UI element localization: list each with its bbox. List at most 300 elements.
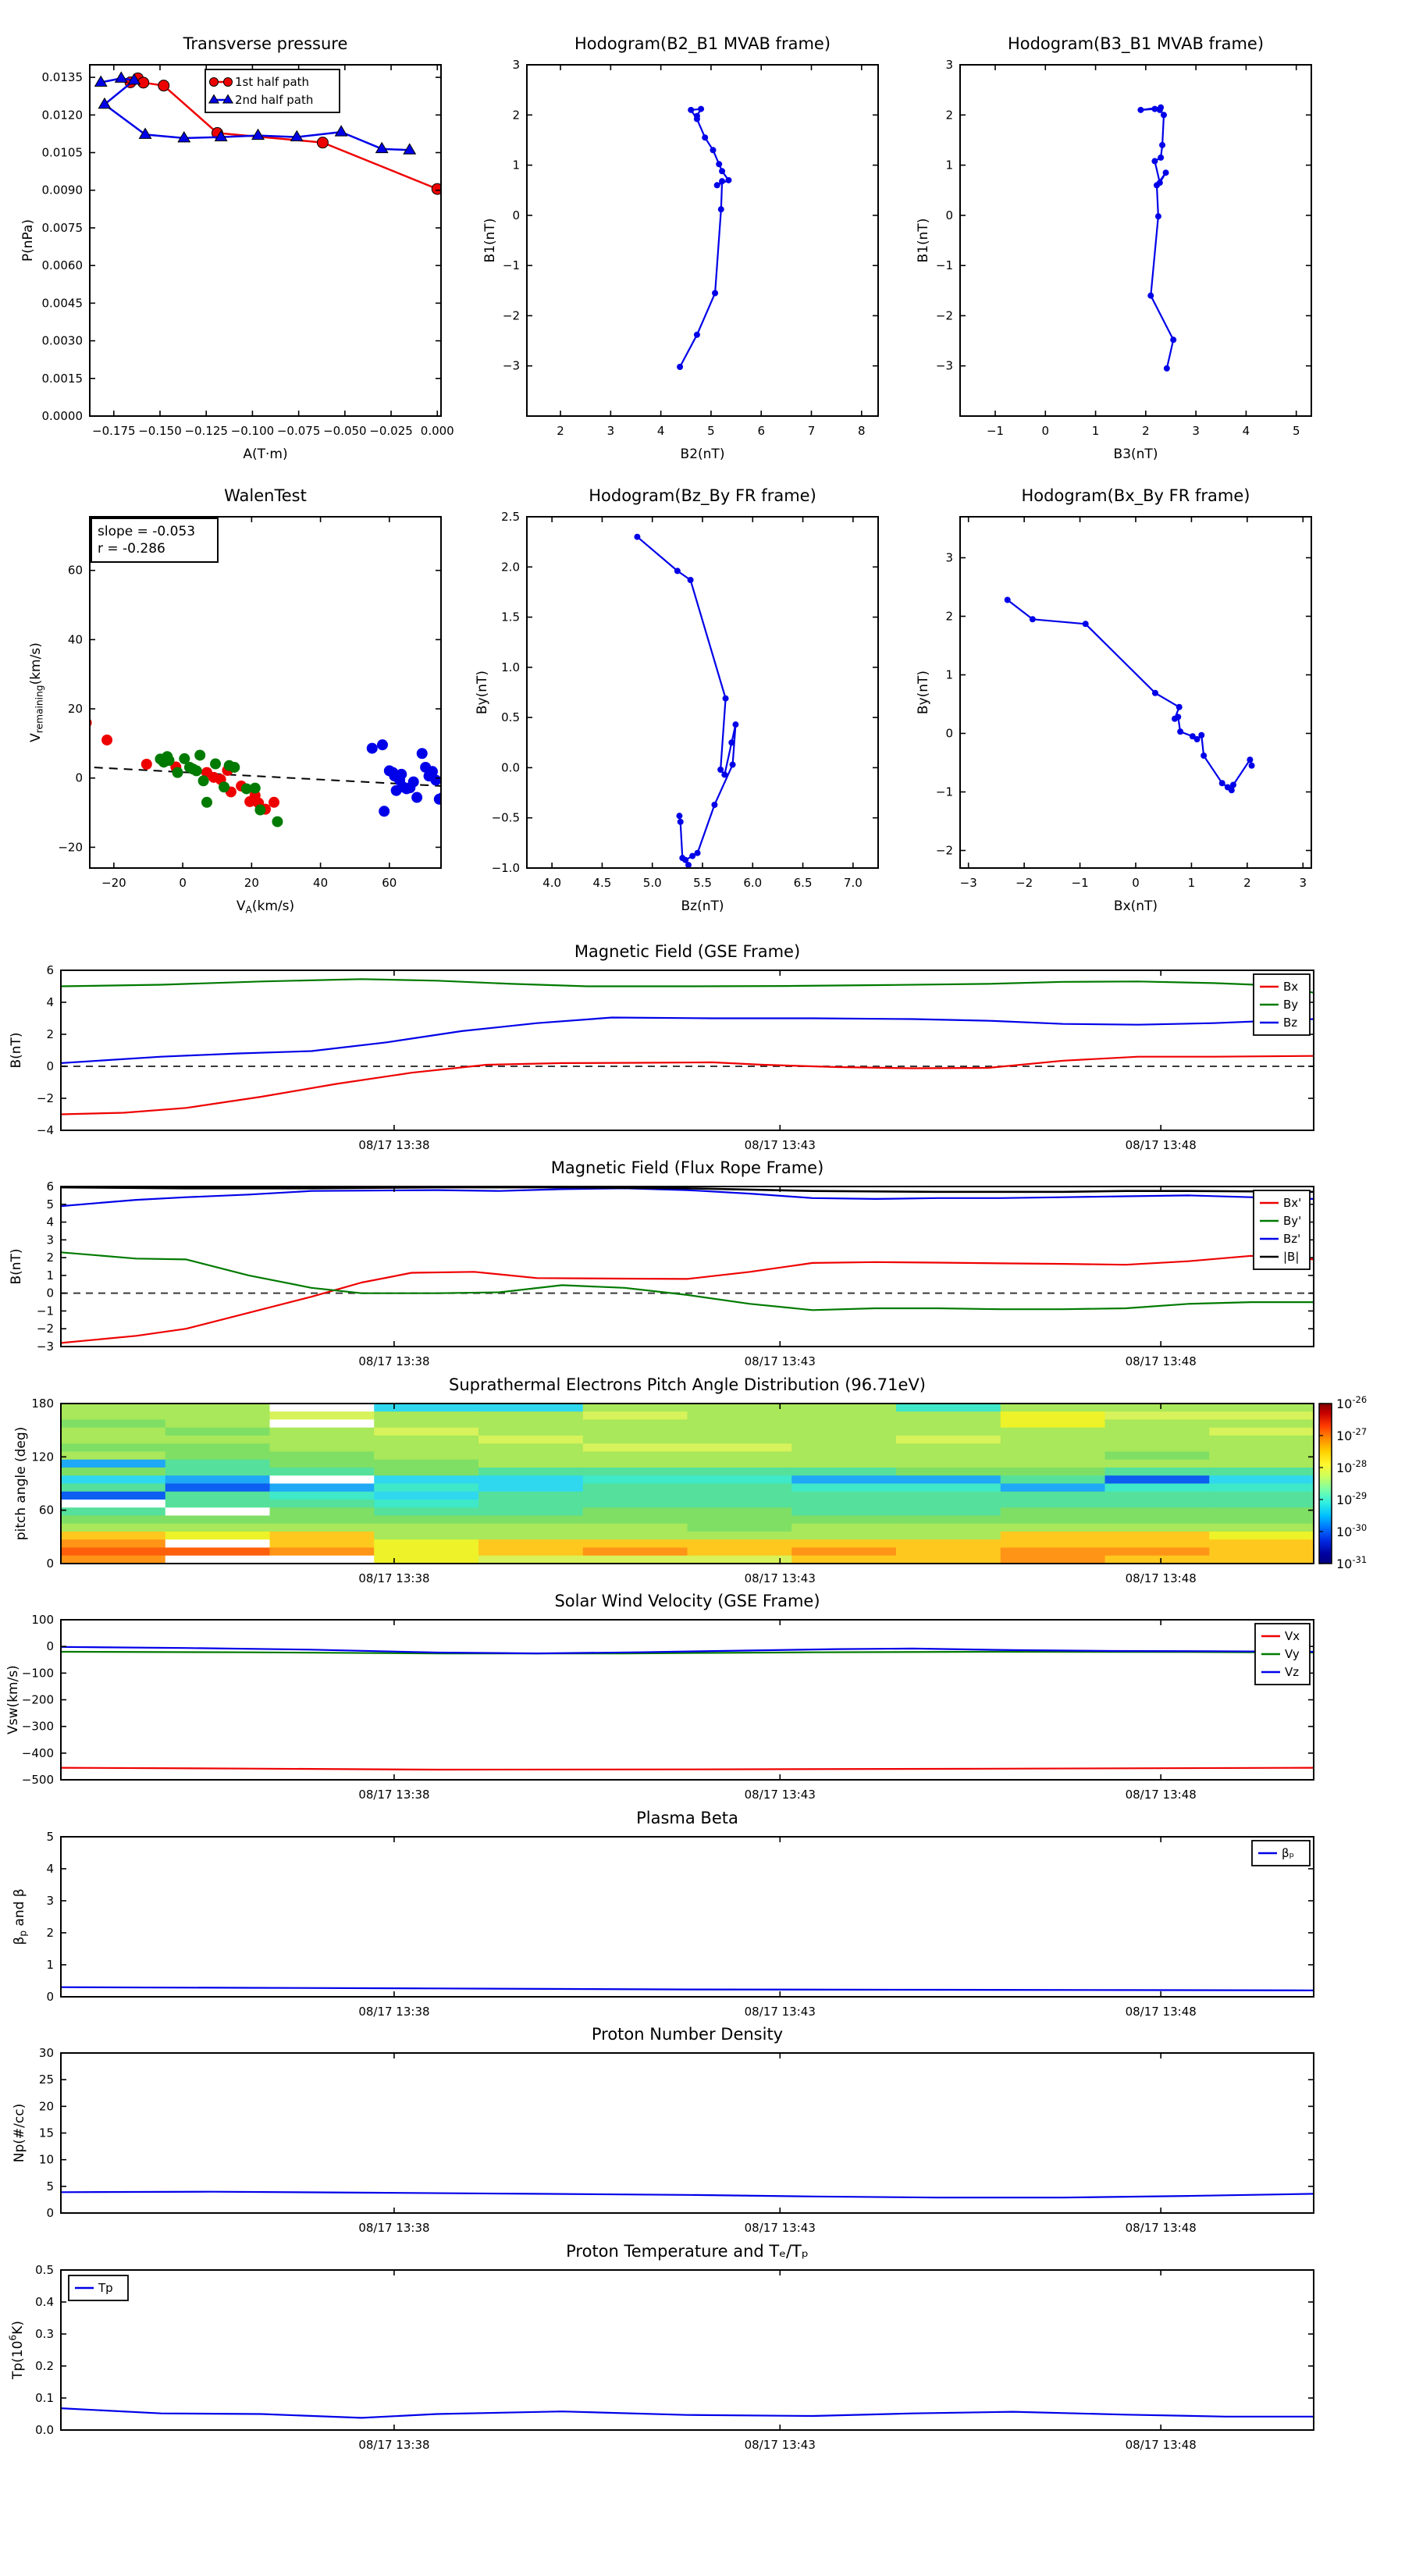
mag_gse-plot (9, 963, 1314, 1152)
heatmap-cell (374, 1484, 478, 1493)
heatmap-cell (270, 1556, 375, 1564)
data-point (139, 128, 151, 138)
panel-title-pad: Suprathermal Electrons Pitch Angle Distribution (96.71eV) (449, 1375, 926, 1394)
y-tick-label: 5 (46, 1830, 54, 1844)
heatmap-cell (270, 1475, 375, 1484)
heatmap-cell (374, 1404, 478, 1412)
heatmap-cell (583, 1468, 688, 1476)
heatmap-cell (270, 1468, 375, 1476)
x-tick-label: 5 (707, 424, 715, 438)
heatmap-cell (270, 1500, 375, 1508)
heatmap-cell (896, 1436, 1001, 1444)
heatmap-cell (270, 1460, 375, 1468)
data-point (1170, 336, 1176, 343)
data-point (689, 853, 695, 859)
x-tick-label: 6 (757, 424, 765, 438)
y-tick-label: 4 (46, 1215, 54, 1229)
hodogram_b2_b1-xlabel: B2(nT) (680, 447, 725, 462)
heatmap-cell (791, 1484, 896, 1493)
axes-frame (960, 65, 1311, 416)
heatmap-cell (896, 1548, 1001, 1557)
heatmap-cell (1209, 1507, 1314, 1516)
data-point (685, 862, 692, 868)
heatmap-cell (583, 1475, 688, 1484)
transverse_pressure-xlabel: A(T·m) (243, 447, 288, 462)
heatmap-cell (165, 1524, 270, 1532)
heatmap-cell (583, 1548, 688, 1557)
scatter-point (437, 792, 448, 803)
heatmap-cell (61, 1516, 165, 1525)
heatmap-cell (270, 1411, 375, 1420)
mag_fr-plot (9, 1179, 1314, 1368)
heatmap-cell (1105, 1524, 1210, 1532)
series-Bx' (61, 1256, 1314, 1343)
scatter-point (219, 781, 229, 792)
y-tick-label: −1 (502, 258, 520, 273)
heatmap-cell (165, 1452, 270, 1461)
heatmap-cell (1209, 1468, 1314, 1476)
heatmap-cell (1001, 1548, 1105, 1557)
walen_test-ylabel: $V_{remaining}(km/s)$ (28, 642, 45, 742)
y-tick-label: −3 (502, 358, 520, 373)
heatmap-cell (270, 1404, 375, 1412)
data-point (404, 144, 415, 154)
heatmap-cell (165, 1500, 270, 1508)
heatmap-cell (688, 1468, 792, 1476)
heatmap-cell (374, 1420, 478, 1429)
scatter-point (201, 797, 212, 808)
heatmap-cell (688, 1548, 792, 1557)
transverse_pressure-ylabel: P(nPa) (20, 219, 36, 262)
heatmap-cell (61, 1556, 165, 1564)
y-tick-label: 0 (46, 1557, 54, 1571)
axes-frame (960, 517, 1311, 868)
axes-frame (61, 1187, 1314, 1347)
heatmap-cell (896, 1411, 1001, 1420)
heatmap-cell (1209, 1516, 1314, 1525)
heatmap-cell (478, 1532, 583, 1540)
heatmap-cell (1105, 1484, 1210, 1493)
scatter-point (210, 759, 221, 770)
heatmap-cell (61, 1507, 165, 1516)
heatmap-cell (478, 1507, 583, 1516)
colorbar-label: $10^{-28}$ (1336, 1458, 1368, 1475)
heatmap-cell (1105, 1532, 1210, 1540)
y-tick-label: −300 (21, 1719, 54, 1734)
heatmap-cell (583, 1452, 688, 1461)
x-tick-label: −0.050 (323, 424, 367, 438)
data-point (1083, 621, 1089, 627)
heatmap-cell (270, 1443, 375, 1452)
y-tick-label: −2 (36, 1091, 54, 1105)
heatmap-cell (1105, 1443, 1210, 1452)
heatmap-cell (61, 1420, 165, 1429)
axes-frame (90, 65, 441, 416)
heatmap-cell (1001, 1532, 1105, 1540)
y-tick-label: 0.0105 (41, 145, 83, 160)
x-tick-label: 1 (1187, 876, 1196, 890)
data-point (728, 739, 735, 745)
x-tick-label: −0.100 (230, 424, 275, 438)
x-tick-label: 8 (858, 424, 866, 438)
x-tick-label: 4 (656, 424, 665, 438)
heatmap-cell (688, 1436, 792, 1444)
heatmap-cell (374, 1507, 478, 1516)
x-tick-label: −0.125 (184, 424, 228, 438)
data-point (674, 568, 681, 574)
scatter-point (229, 762, 240, 773)
heatmap-cell (583, 1428, 688, 1436)
data-point (1229, 787, 1235, 793)
heatmap-cell (1001, 1452, 1105, 1461)
heatmap-cell (165, 1468, 270, 1476)
hodogram_b3_b1-xlabel: B3(nT) (1113, 447, 1158, 462)
x-tick-label: −20 (101, 876, 126, 890)
data-point (718, 206, 724, 212)
heatmap-cell (374, 1443, 478, 1452)
data-point (677, 364, 683, 370)
heatmap-cell (1001, 1428, 1105, 1436)
x-tick-label: 4 (1242, 424, 1250, 438)
time-tick-label: 08/17 13:38 (358, 1571, 430, 1585)
heatmap-cell (791, 1411, 896, 1420)
heatmap-cell (478, 1411, 583, 1420)
legend-label: Bz (1283, 1016, 1298, 1030)
pad-plot (13, 1394, 1367, 1585)
x-tick-label: 0 (1132, 876, 1140, 890)
heatmap-cell (165, 1484, 270, 1493)
data-point (694, 332, 700, 338)
density-plot (12, 2046, 1314, 2235)
data-point (1230, 782, 1236, 788)
y-tick-label: 0.0060 (41, 258, 83, 273)
y-tick-label: 25 (38, 2073, 54, 2087)
heatmap-cell (583, 1524, 688, 1532)
heatmap-cell (478, 1500, 583, 1508)
heatmap-cell (61, 1411, 165, 1420)
y-tick-label: 1 (46, 1958, 54, 1972)
data-point (732, 721, 738, 728)
walen_test-xlabel: $V_A(km/s)$ (236, 898, 295, 916)
series-Tp (61, 2408, 1314, 2418)
scatter-point (254, 805, 265, 816)
axes-frame (61, 1620, 1314, 1780)
heatmap-cell (1001, 1524, 1105, 1532)
y-tick-label: 2 (46, 1027, 54, 1041)
panel-title-vsw: Solar Wind Velocity (GSE Frame) (554, 1592, 820, 1610)
data-point (336, 126, 347, 136)
heatmap-cell (1209, 1500, 1314, 1508)
y-tick-label: −2 (502, 308, 520, 323)
x-tick-label: 60 (382, 876, 397, 890)
heatmap-cell (791, 1428, 896, 1436)
heatmap-cell (688, 1524, 792, 1532)
heatmap-cell (270, 1524, 375, 1532)
heatmap-cell (1209, 1443, 1314, 1452)
hodogram_bx_by-xlabel: Bx(nT) (1113, 898, 1158, 914)
y-tick-label: 60 (67, 563, 83, 578)
y-tick-label: 100 (31, 1613, 54, 1627)
hodogram_bx_by-plot (916, 517, 1311, 914)
heatmap-cell (1209, 1532, 1314, 1540)
x-tick-label: 4.5 (592, 876, 612, 890)
heatmap-cell (61, 1404, 165, 1412)
y-tick-label: 2.0 (501, 560, 520, 575)
heatmap-cell (791, 1420, 896, 1429)
y-tick-label: 4 (46, 995, 54, 1009)
y-tick-label: 0 (945, 726, 953, 741)
y-tick-label: 0 (46, 1286, 54, 1300)
y-tick-label: 3 (945, 58, 953, 72)
y-tick-label: −3 (36, 1340, 54, 1354)
heatmap-cell (791, 1492, 896, 1500)
legend-label: Bz' (1283, 1232, 1301, 1246)
x-tick-label: 40 (313, 876, 329, 890)
heatmap-cell (478, 1548, 583, 1557)
heatmap-cell (478, 1452, 583, 1461)
series-hodogram (680, 109, 728, 367)
y-tick-label: 10 (38, 2152, 54, 2167)
hodogram_b2_b1-ylabel: B1(nT) (482, 218, 498, 263)
y-tick-label: −100 (21, 1666, 54, 1681)
heatmap-cell (583, 1507, 688, 1516)
heatmap-cell (1001, 1460, 1105, 1468)
scatter-point (417, 748, 428, 759)
heatmap-cell (1209, 1475, 1314, 1484)
axes-frame (61, 1837, 1314, 1997)
time-tick-label: 08/17 13:38 (358, 1354, 430, 1368)
mag_fr-ylabel: B(nT) (9, 1248, 24, 1285)
y-tick-label: −1 (935, 258, 953, 273)
legend-label: Bx' (1283, 1196, 1302, 1210)
time-tick-label: 08/17 13:43 (744, 2005, 816, 2019)
y-tick-label: 1 (512, 158, 520, 173)
data-point (116, 72, 127, 82)
heatmap-cell (896, 1443, 1001, 1452)
heatmap-cell (1105, 1428, 1210, 1436)
heatmap-cell (1105, 1556, 1210, 1564)
data-point (1151, 106, 1158, 112)
scatter-point (194, 749, 205, 760)
heatmap-cell (270, 1484, 375, 1493)
data-point (317, 137, 328, 148)
heatmap-cell (583, 1484, 688, 1493)
heatmap-cell (583, 1436, 688, 1444)
hodogram_b3_b1-ylabel: B1(nT) (916, 218, 931, 263)
data-point (702, 134, 708, 141)
heatmap-cell (478, 1460, 583, 1468)
heatmap-cell (270, 1492, 375, 1500)
time-tick-label: 08/17 13:48 (1125, 2438, 1197, 2452)
heatmap-cell (896, 1507, 1001, 1516)
y-tick-label: 40 (67, 632, 83, 647)
axes-frame (527, 65, 878, 416)
panel-title-transverse-pressure: Transverse pressure (183, 34, 348, 53)
data-point (1151, 158, 1158, 164)
x-tick-label: 0.000 (420, 424, 454, 438)
time-tick-label: 08/17 13:38 (358, 1788, 430, 1802)
panel-title-hodogram-bz-by: Hodogram(Bz_By FR frame) (589, 486, 816, 505)
x-tick-label: −0.075 (276, 424, 321, 438)
heatmap-cell (61, 1436, 165, 1444)
y-tick-label: 20 (38, 2099, 54, 2114)
legend-label: Bx (1283, 980, 1299, 994)
legend-label: Vx (1285, 1629, 1300, 1643)
y-tick-label: 2.5 (501, 510, 520, 524)
heatmap-cell (791, 1507, 896, 1516)
heatmap-cell (688, 1475, 792, 1484)
heatmap-cell (791, 1500, 896, 1508)
data-point (688, 577, 694, 583)
axes-frame (61, 970, 1314, 1130)
x-tick-label: 1 (1091, 424, 1100, 438)
x-tick-label: 2 (557, 424, 564, 438)
heatmap-cell (478, 1443, 583, 1452)
heatmap-cell (270, 1516, 375, 1525)
heatmap-cell (896, 1475, 1001, 1484)
heatmap-cell (791, 1556, 896, 1564)
y-tick-label: 1 (945, 158, 953, 173)
x-tick-label: 7 (807, 424, 816, 438)
heatmap-cell (374, 1436, 478, 1444)
heatmap-cell (165, 1411, 270, 1420)
heatmap-cell (791, 1404, 896, 1412)
scatter-point (198, 775, 209, 786)
y-tick-label: 0.1 (35, 2391, 54, 2405)
heatmap-cell (1001, 1411, 1105, 1420)
time-tick-label: 08/17 13:48 (1125, 2005, 1197, 2019)
time-tick-label: 08/17 13:43 (744, 2221, 816, 2235)
heatmap-cell (374, 1492, 478, 1500)
heatmap-cell (61, 1524, 165, 1532)
scatter-point (430, 774, 441, 785)
heatmap-cell (688, 1507, 792, 1516)
heatmap-cell (270, 1539, 375, 1548)
heatmap-cell (61, 1475, 165, 1484)
legend-label: |B| (1283, 1250, 1300, 1264)
colorbar-label: $10^{-30}$ (1336, 1522, 1368, 1539)
heatmap-cell (1209, 1411, 1314, 1420)
y-tick-label: 0.0000 (41, 409, 83, 423)
heatmap-cell (1209, 1452, 1314, 1461)
x-tick-label: 5.0 (642, 876, 662, 890)
scatter-point (396, 769, 407, 780)
time-tick-label: 08/17 13:48 (1125, 1571, 1197, 1585)
y-tick-label: 2 (945, 609, 953, 624)
heatmap-cell (583, 1460, 688, 1468)
time-tick-label: 08/17 13:38 (358, 2005, 430, 2019)
series-hodogram (1008, 600, 1252, 791)
heatmap-cell (478, 1516, 583, 1525)
panel-title-beta: Plasma Beta (636, 1809, 738, 1827)
heatmap-cell (478, 1524, 583, 1532)
y-tick-label: −4 (36, 1123, 54, 1137)
heatmap-cell (1209, 1484, 1314, 1493)
heatmap-cell (583, 1411, 688, 1420)
x-tick-label: −1 (1071, 876, 1089, 890)
transverse_pressure-plot (20, 65, 454, 462)
heatmap-cell (61, 1443, 165, 1452)
heatmap-cell (896, 1524, 1001, 1532)
x-tick-label: 5.5 (693, 876, 712, 890)
y-tick-label: −500 (21, 1773, 54, 1787)
y-tick-label: 2 (46, 1251, 54, 1265)
heatmap-cell (165, 1539, 270, 1548)
panel-title-mag-fr: Magnetic Field (Flux Rope Frame) (550, 1158, 824, 1177)
hodogram_b2_b1-plot (482, 58, 878, 462)
y-tick-label: −2 (36, 1322, 54, 1336)
y-tick-label: 0.0045 (41, 296, 83, 311)
heatmap-cell (896, 1452, 1001, 1461)
y-tick-label: 0.0120 (41, 108, 83, 123)
heatmap-cell (61, 1428, 165, 1436)
panel-title-density: Proton Number Density (591, 2025, 784, 2044)
heatmap-cell (791, 1460, 896, 1468)
colorbar-label: $10^{-27}$ (1336, 1426, 1368, 1443)
heatmap-cell (374, 1428, 478, 1436)
heatmap-cell (791, 1539, 896, 1548)
time-tick-label: 08/17 13:43 (744, 2438, 816, 2452)
heatmap-cell (61, 1500, 165, 1508)
data-point (1177, 728, 1183, 735)
heatmap-cell (374, 1556, 478, 1564)
time-tick-label: 08/17 13:48 (1125, 2221, 1197, 2235)
heatmap-cell (583, 1420, 688, 1429)
heatmap-cell (1209, 1428, 1314, 1436)
y-tick-label: −0.5 (491, 810, 520, 825)
heatmap-cell (1209, 1436, 1314, 1444)
heatmap-cell (688, 1411, 792, 1420)
y-tick-label: 20 (67, 702, 83, 717)
heatmap-cell (896, 1468, 1001, 1476)
y-tick-label: 0.5 (501, 710, 520, 725)
heatmap-cell (165, 1548, 270, 1557)
heatmap-cell (896, 1428, 1001, 1436)
heatmap-cell (61, 1548, 165, 1557)
time-tick-label: 08/17 13:38 (358, 2438, 430, 2452)
heatmap-cell (896, 1420, 1001, 1429)
heatmap-cell (374, 1468, 478, 1476)
data-point (634, 534, 640, 540)
heatmap-cell (270, 1436, 375, 1444)
hodogram_b3_b1-plot (916, 58, 1311, 462)
x-tick-label: −2 (1016, 876, 1033, 890)
legend-label: 1st half path (235, 75, 310, 89)
heatmap-cell (165, 1475, 270, 1484)
x-tick-label: −3 (959, 876, 977, 890)
heatmap-cell (478, 1404, 583, 1412)
y-tick-label: 0.0090 (41, 183, 83, 197)
heatmap-cell (896, 1460, 1001, 1468)
time-tick-label: 08/17 13:43 (744, 1354, 816, 1368)
heatmap-cell (270, 1452, 375, 1461)
legend-label: Tp (98, 2281, 113, 2295)
data-point (730, 762, 736, 768)
x-tick-label: 3 (1192, 424, 1200, 438)
time-tick-label: 08/17 13:48 (1125, 1138, 1197, 1152)
x-tick-label: 3 (1299, 876, 1307, 890)
scatter-point (411, 792, 422, 803)
heatmap-cell (61, 1492, 165, 1500)
heatmap-cell (688, 1404, 792, 1412)
temperature-ylabel: $Tp(10^6K)$ (7, 2320, 26, 2380)
series-hodogram (1140, 108, 1173, 368)
scatter-point (163, 755, 174, 766)
heatmap-cell (165, 1436, 270, 1444)
y-tick-label: 1.0 (501, 660, 520, 674)
heatmap-cell (1209, 1548, 1314, 1557)
heatmap-cell (478, 1428, 583, 1436)
